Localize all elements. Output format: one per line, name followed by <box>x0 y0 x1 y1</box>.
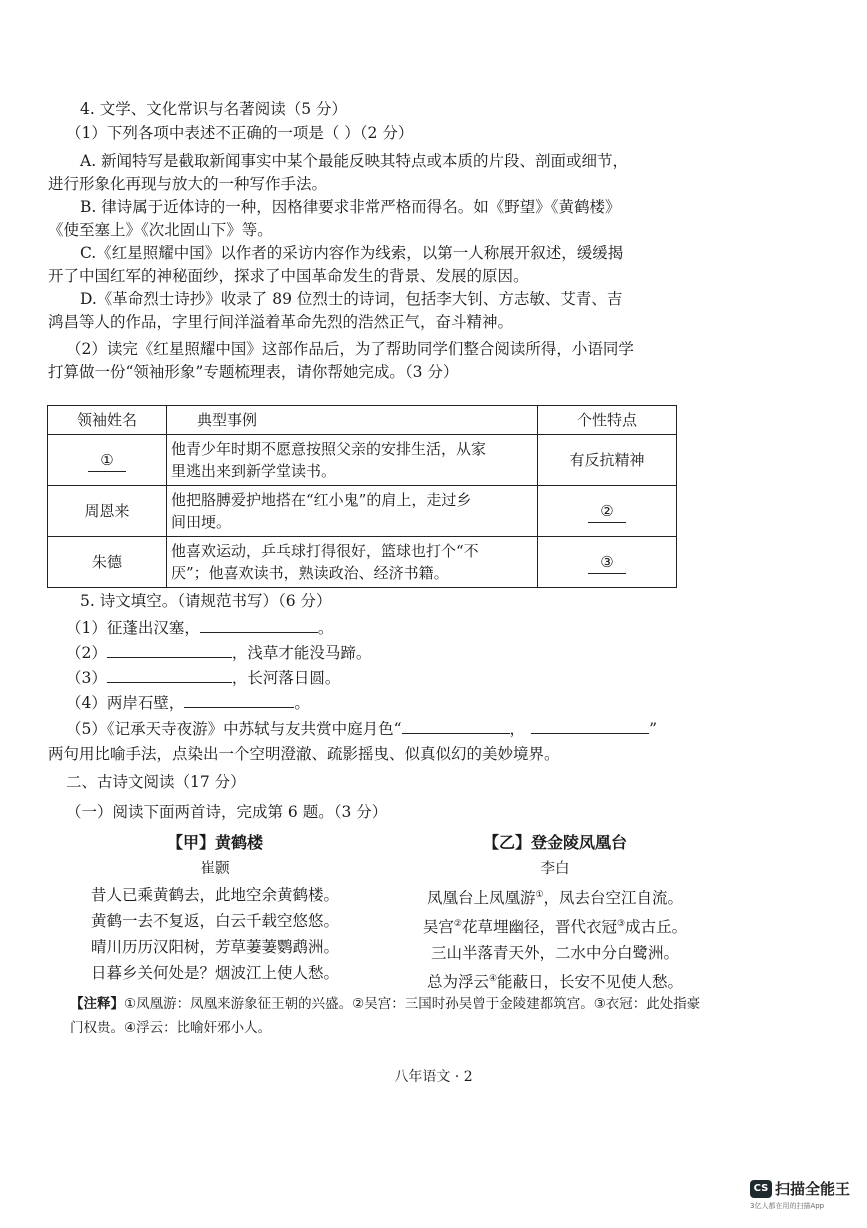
q5-text: ” <box>649 720 657 738</box>
q4-option-d-line2: 鸿昌等人的作品，字里行间洋溢着革命先烈的浩然正气，奋斗精神。 <box>48 313 514 331</box>
leader-table <box>47 405 677 588</box>
leader-name-cell <box>48 435 167 486</box>
trait-blank: ② <box>588 500 625 523</box>
q5-text: 。 <box>317 619 334 637</box>
poem-line: 吴宫②花草埋幽径，晋代衣冠③成古丘。 <box>422 918 688 937</box>
q4-option-c-line2: 开了中国红军的神秘面纱，探求了中国革命发生的背景、发展的原因。 <box>48 267 529 285</box>
table-header: 典型事例 <box>167 406 538 435</box>
q5-text: （1）征蓬出汉塞， <box>66 619 200 637</box>
event-cell <box>167 486 538 537</box>
trait-cell <box>538 537 677 588</box>
leader-name-blank: ① <box>88 449 125 472</box>
poem-line: 凤凰台上凤凰游①，凤去台空江自流。 <box>426 889 684 908</box>
trait-cell <box>538 486 677 537</box>
q5-text: ， <box>509 720 526 738</box>
q4-option-d-line1: D.《革命烈士诗抄》收录了 89 位烈士的诗词，包括李大钊、方志敏、艾青、吉 <box>80 290 623 308</box>
event-text: 里逃出来到新学堂读书。 <box>171 462 337 480</box>
poem-line: 三山半落青天外，二水中分白鹭洲。 <box>430 944 679 963</box>
answer-blank[interactable] <box>402 717 510 734</box>
poem-a <box>70 830 360 986</box>
q4-sub2-line1: （2）读完《红星照耀中国》这部作品后，为了帮助同学们整合阅读所得，小语同学 <box>66 340 634 358</box>
q4-option-a-line1: A. 新闻特写是截取新闻事实中某个最能反映其特点或本质的片段、剖面或细节， <box>80 152 629 170</box>
table-row <box>48 486 677 537</box>
poem-line: 总为浮云④能蔽日，长安不见使人愁。 <box>426 973 684 992</box>
event-cell <box>167 537 538 588</box>
event-cell <box>167 435 538 486</box>
camscanner-logo-icon: CS <box>750 1180 772 1198</box>
event-text: 厌”；他喜欢读书，熟读政治、经济书籍。 <box>171 564 449 582</box>
page-footer: 八年语文 · 2 <box>394 1069 473 1085</box>
poem-notes <box>70 992 710 1040</box>
q4-title: 4. 文学、文化常识与名著阅读（5 分） <box>80 100 348 118</box>
poem-line: 黄鹤一去不复返，白云千载空悠悠。 <box>90 912 339 930</box>
q4-option-c-line1: C.《红星照耀中国》以作者的采访内容作为线索，以第一人称展开叙述，缓缓揭 <box>80 244 624 262</box>
table-header-row <box>48 406 677 435</box>
answer-blank[interactable] <box>107 666 232 683</box>
notes-text: ①凤凰游：凤凰来游象征王朝的兴盛。②吴宫：三国时孙吴曾于金陵建都筑宫。③衣冠：此处指豪门权贵。④浮云：比喻奸邪小人。 <box>70 996 701 1036</box>
scanner-name: 扫描全能王 <box>775 1180 851 1198</box>
q4-sub2-line2: 打算做一份“领袖形象”专题梳理表，请你帮她完成。（3 分） <box>48 363 459 381</box>
poem-b-author: 李白 <box>540 861 570 877</box>
table-header: 个性特点 <box>538 406 677 435</box>
q5-text: （2） <box>66 644 107 662</box>
q5-text: 。 <box>294 694 310 712</box>
poem-a-title: 【甲】黄鹤楼 <box>166 833 263 852</box>
table-header: 领袖姓名 <box>48 406 167 435</box>
notes-label: 【注释】 <box>70 996 124 1012</box>
q5-line2 <box>66 641 371 664</box>
event-text: 他青少年时期不愿意按照父亲的安排生活，从家 <box>171 440 487 458</box>
poem-line: 昔人已乘黄鹤去，此地空余黄鹤楼。 <box>90 886 339 904</box>
q4-option-b-line1: B. 律诗属于近体诗的一种，因格律要求非常严格而得名。如《野望》《黄鹤楼》 <box>80 198 621 216</box>
answer-blank[interactable] <box>184 691 294 708</box>
table-row <box>48 537 677 588</box>
scanner-tagline: 3亿人都在用的扫描App <box>750 1202 825 1210</box>
q5-title: 5. 诗文填空。（请规范书写）（6 分） <box>80 592 332 610</box>
q5-text: （5）《记承天寺夜游》中苏轼与友共赏中庭月色“ <box>66 720 402 738</box>
q5-line1 <box>66 616 333 639</box>
q4-option-a-line2: 进行形象化再现与放大的一种写作手法。 <box>48 175 328 193</box>
trait-cell: 有反抗精神 <box>538 435 677 486</box>
leader-name-cell: 朱德 <box>48 537 167 588</box>
event-text: 间田埂。 <box>171 513 232 531</box>
q5-line3 <box>66 666 340 689</box>
trait-blank: ③ <box>588 551 625 574</box>
poem-b-title: 【乙】登金陵凤凰台 <box>482 833 627 852</box>
leader-name-cell: 周恩来 <box>48 486 167 537</box>
q4-option-b-line2: 《使至塞上》《次北固山下》等。 <box>48 221 273 239</box>
section2-title: 二、古诗文阅读（17 分） <box>66 773 246 791</box>
answer-blank[interactable] <box>531 717 649 734</box>
event-text: 他把胳膊爱护地搭在“红小鬼”的肩上，走过乡 <box>171 491 472 509</box>
q4-sub1: （1）下列各项中表述不正确的一项是（ ）（2 分） <box>66 124 414 142</box>
poem-b <box>410 830 700 995</box>
poem-line: 晴川历历汉阳树，芳草萋萋鹦鹉洲。 <box>90 938 339 956</box>
q5-text: ，长河落日圆。 <box>231 669 341 687</box>
poem-a-author: 崔颢 <box>200 861 230 877</box>
q5-line5 <box>66 717 657 740</box>
q5-line5-cont: 两句用比喻手法，点染出一个空明澄澈、疏影摇曳、似真似幻的美妙境界。 <box>48 745 560 763</box>
scanner-watermark <box>750 1178 850 1211</box>
answer-blank[interactable] <box>107 641 232 658</box>
q5-text: （3） <box>66 669 107 687</box>
section2-subtitle: （一）阅读下面两首诗，完成第 6 题。（3 分） <box>66 803 388 821</box>
poem-line: 日暮乡关何处是？烟波江上使人愁。 <box>90 964 339 982</box>
q5-text: （4）两岸石壁， <box>66 694 185 712</box>
table-row <box>48 435 677 486</box>
answer-blank[interactable] <box>200 616 318 633</box>
q5-line4 <box>66 691 310 714</box>
event-text: 他喜欢运动，乒乓球打得很好，篮球也打个“不 <box>171 542 479 560</box>
q5-text: ，浅草才能没马蹄。 <box>231 644 372 662</box>
